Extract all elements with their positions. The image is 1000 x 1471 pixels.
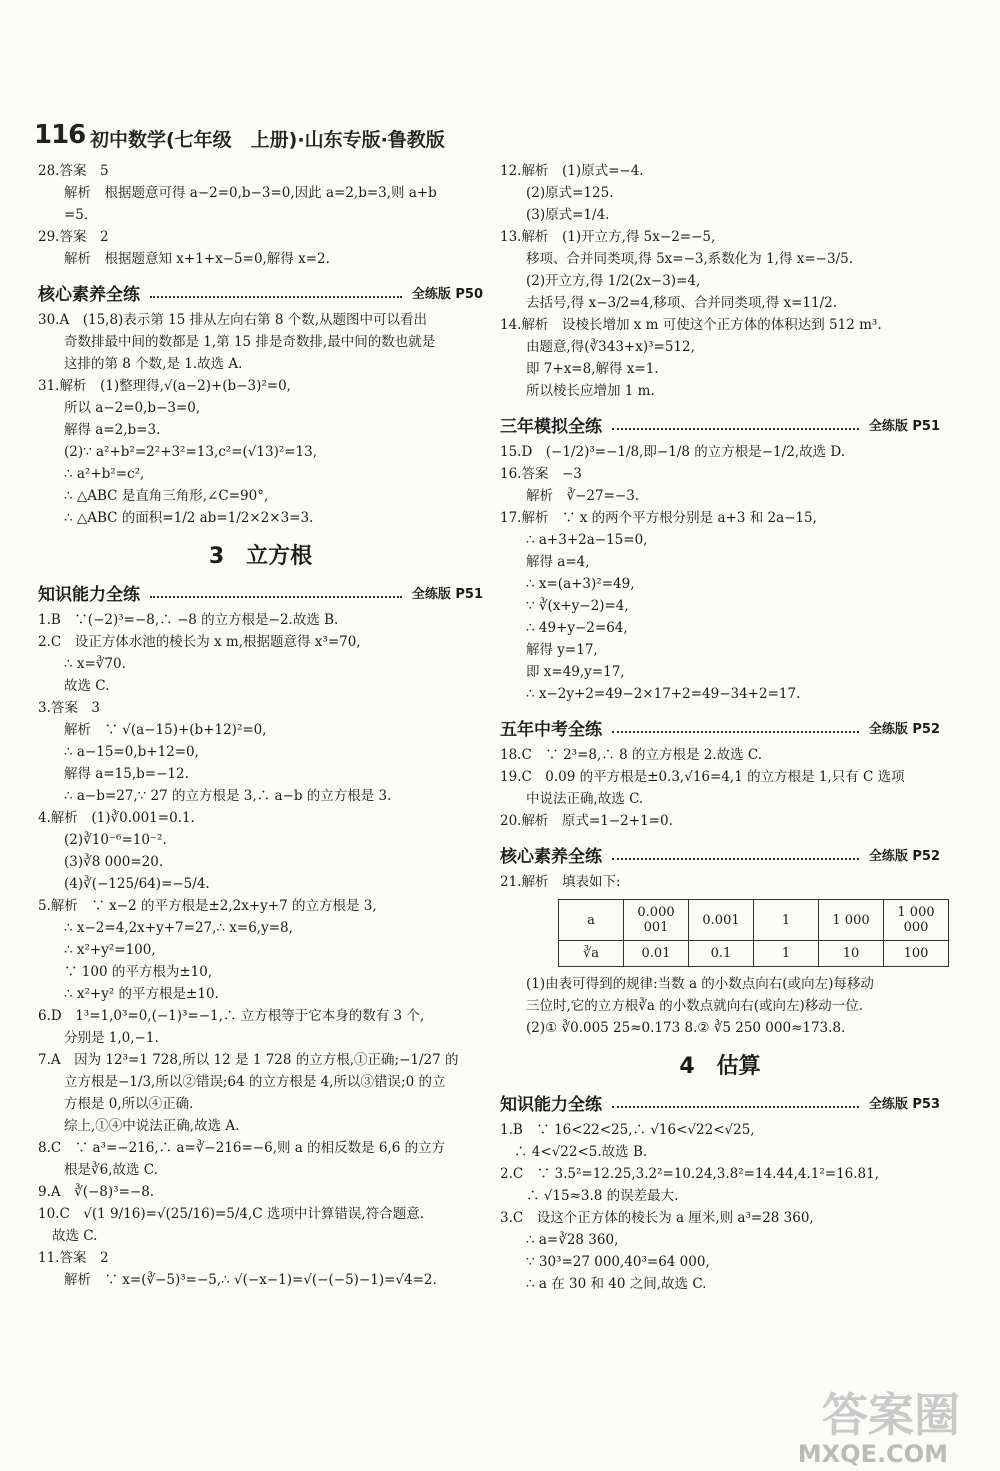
- table-row: [559, 900, 949, 941]
- dotted-leader: [612, 850, 859, 860]
- table-cell: 0.01: [624, 941, 689, 967]
- text-line: ∴ x²+y² 的平方根是±10.: [64, 986, 219, 1002]
- text-line: ∴ △ABC 的面积=1/2 ab=1/2×2×3=3.: [64, 510, 314, 526]
- section-heading: [500, 715, 940, 740]
- section-heading: [500, 412, 940, 437]
- text-line: ∴ a−b=27,∵ 27 的立方根是 3,∴ a−b 的立方根是 3.: [64, 788, 392, 804]
- right-column: [500, 160, 940, 1295]
- text-line: 中说法正确,故选 C.: [526, 791, 644, 807]
- chapter-title: 3 立方根: [208, 544, 313, 569]
- answer-line: 14.解析 设棱长增加 x m 可使这个正方体的体积达到 512 m³.: [500, 317, 882, 333]
- answer-line: 4.解析 (1)∛0.001=0.1.: [38, 810, 195, 826]
- text-line: (2)原式=125.: [526, 185, 614, 201]
- text-line: ∴ 49+y−2=64,: [526, 620, 628, 636]
- page-number: 116: [34, 120, 86, 150]
- text-line: 方根是 0,所以④正确.: [64, 1096, 194, 1112]
- section-reference: 全练版 P52: [868, 722, 940, 737]
- table-cell: a: [559, 900, 624, 941]
- text-line: 即 x=49,y=17,: [526, 664, 625, 680]
- text-line: 解得 a=15,b=−12.: [64, 766, 189, 782]
- table-cell: 1 000: [819, 900, 884, 941]
- answer-line: 21.解析 填表如下:: [500, 874, 621, 890]
- answer-line: 18.C ∵ 2³=8,∴ 8 的立方根是 2.故选 C.: [500, 747, 763, 763]
- chapter-title: 4 估算: [679, 1054, 761, 1079]
- section-title: 核心素养全练: [500, 847, 602, 867]
- text-line: 奇数排最中间的数都是 1,第 15 排是奇数排,最中间的数也就是: [64, 334, 436, 350]
- section-reference: 全练版 P51: [411, 587, 483, 602]
- section-title: 五年中考全练: [500, 720, 602, 740]
- text-line: ∴ a=∛28 360,: [526, 1232, 619, 1248]
- answer-line: 8.C ∵ a³=−216,∴ a=∛−216=−6,则 a 的相反数是 6,6 的立方: [38, 1140, 446, 1156]
- dotted-leader: [150, 588, 402, 598]
- text-line: ∴ a²+b²=c²,: [64, 466, 145, 482]
- text-line: 解得 y=17,: [526, 642, 598, 658]
- section-heading: [500, 1090, 940, 1115]
- text-line: ∵ 30³=27 000,40³=64 000,: [526, 1254, 710, 1270]
- fill-table: [558, 899, 949, 967]
- answer-line: 3.答案 3: [38, 700, 100, 716]
- table-cell: 10: [819, 941, 884, 967]
- answer-line: 31.解析 (1)整理得,√(a−2)+(b−3)²=0,: [38, 378, 291, 394]
- text-line: =5.: [64, 207, 89, 223]
- text-line: (3)∛8 000=20.: [64, 854, 164, 870]
- text-line: 解析 根据题意可得 a−2=0,b−3=0,因此 a=2,b=3,则 a+b: [64, 185, 437, 201]
- dotted-leader: [612, 1098, 859, 1108]
- dotted-leader: [150, 288, 402, 298]
- section-reference: 全练版 P51: [868, 419, 940, 434]
- answer-line: 2.C ∵ 3.5²=12.25,3.2²=10.24,3.8²=14.44,4.1²=16.81,: [500, 1166, 880, 1182]
- answer-line: 10.C √(1 9/16)=√(25/16)=5/4,C 选项中计算错误,符合题意.: [38, 1206, 425, 1222]
- text-line: 即 7+x=8,解得 x=1.: [526, 361, 659, 377]
- dotted-leader: [612, 420, 859, 430]
- answer-line: 5.解析 ∵ x−2 的平方根是±2,2x+y+7 的立方根是 3,: [38, 898, 377, 914]
- table-cell: 0.000 001: [624, 900, 689, 941]
- text-line: (2)开立方,得 1/2(2x−3)=4,: [526, 273, 701, 289]
- section-reference: 全练版 P52: [868, 849, 940, 864]
- text-line: ∴ a 在 30 和 40 之间,故选 C.: [526, 1276, 707, 1292]
- text-line: (1)由表可得到的规律:当数 a 的小数点向右(或向左)每移动: [526, 976, 874, 992]
- table-cell: 0.1: [689, 941, 754, 967]
- text-line: 解得 a=4,: [526, 554, 590, 570]
- text-line: ∴ x=∛70.: [64, 656, 126, 672]
- answer-line: 13.解析 (1)开立方,得 5x−2=−5,: [500, 229, 716, 245]
- answer-line: 1.B ∵(−2)³=−8,∴ −8 的立方根是−2.故选 B.: [38, 612, 339, 628]
- answer-line: 30.A (15,8)表示第 15 排从左向右第 8 个数,从题图中可以看出: [38, 312, 428, 328]
- table-cell: 1 000 000: [884, 900, 949, 941]
- answer-line: 15.D (−1/2)³=−1/8,即−1/8 的立方根是−1/2,故选 D.: [500, 444, 846, 460]
- text-line: ∵ ∛(x+y−2)=4,: [526, 598, 629, 614]
- text-line: 所以棱长应增加 1 m.: [526, 383, 655, 399]
- answer-line: 28.答案 5: [38, 163, 109, 179]
- watermark-site: MXQE.COM: [797, 1440, 948, 1468]
- section-heading: [38, 580, 483, 605]
- left-column: [38, 160, 483, 1291]
- answer-line: 16.答案 −3: [500, 466, 582, 482]
- section-title: 核心素养全练: [38, 285, 140, 305]
- section-heading: [38, 280, 483, 305]
- answer-line: 1.B ∵ 16<22<25,∴ √16<√22<√25,: [500, 1122, 755, 1138]
- answer-line: 11.答案 2: [38, 1250, 109, 1266]
- section-title: 知识能力全练: [38, 585, 140, 605]
- text-line: 根是∛6,故选 C.: [64, 1162, 158, 1178]
- text-line: ∵ 100 的平方根为±10,: [64, 964, 213, 980]
- text-line: ∴ 4<√22<5.故选 B.: [514, 1144, 648, 1160]
- text-line: 解析 根据题意知 x+1+x−5=0,解得 x=2.: [64, 251, 330, 267]
- answer-line: 2.C 设正方体水池的棱长为 x m,根据题意得 x³=70,: [38, 634, 361, 650]
- section-heading: [500, 842, 940, 867]
- text-line: ∴ x²+y²=100,: [64, 942, 156, 958]
- text-line: 故选 C.: [64, 678, 110, 694]
- text-line: ∴ a−15=0,b+12=0,: [64, 744, 199, 760]
- text-line: 解得 a=2,b=3.: [64, 422, 161, 438]
- section-title: 知识能力全练: [500, 1095, 602, 1115]
- section-reference: 全练版 P53: [868, 1097, 940, 1112]
- text-line: 由题意,得(∛343+x)³=512,: [526, 339, 695, 355]
- table-cell: ∛a: [559, 941, 624, 967]
- text-line: 所以 a−2=0,b−3=0,: [64, 400, 201, 416]
- text-line: ∴ x−2y+2=49−2×17+2=49−34+2=17.: [526, 686, 801, 702]
- book-title: 初中数学(七年级 上册)·山东专版·鲁教版: [90, 129, 445, 151]
- text-line: 故选 C.: [52, 1228, 98, 1244]
- text-line: 解析 ∵ √(a−15)+(b+12)²=0,: [64, 722, 267, 738]
- text-line: (2)① ∛0.005 25≈0.173 8.② ∛5 250 000≈173.8.: [526, 1020, 846, 1036]
- text-line: 综上,①④中说法正确,故选 A.: [64, 1118, 240, 1134]
- section-title: 三年模拟全练: [500, 417, 602, 437]
- answer-line: 29.答案 2: [38, 229, 109, 245]
- text-line: ∴ x=(a+3)²=49,: [526, 576, 635, 592]
- answer-line: 19.C 0.09 的平方根是±0.3,√16=4,1 的立方根是 1,只有 C 选项: [500, 769, 905, 785]
- answer-line: 9.A ∛(−8)³=−8.: [38, 1184, 155, 1200]
- page-header: [34, 118, 974, 152]
- text-line: (2)∛10⁻⁶=10⁻².: [64, 832, 167, 848]
- section-reference: 全练版 P50: [411, 287, 483, 302]
- text-line: 三位时,它的立方根∛a 的小数点就向右(或向左)移动一位.: [526, 998, 864, 1014]
- text-line: 立方根是−1/3,所以②错误;64 的立方根是 4,所以③错误;0 的立: [64, 1074, 446, 1090]
- dotted-leader: [612, 723, 859, 733]
- text-line: 去括号,得 x−3/2=4,移项、合并同类项,得 x=11/2.: [526, 295, 838, 311]
- table-cell: 100: [884, 941, 949, 967]
- answer-line: 12.解析 (1)原式=−4.: [500, 163, 644, 179]
- text-line: (2)∵ a²+b²=2²+3²=13,c²=(√13)²=13,: [64, 444, 318, 460]
- text-line: (3)原式=1/4.: [526, 207, 610, 223]
- text-line: 分别是 1,0,−1.: [64, 1030, 159, 1046]
- table-row: [559, 941, 949, 967]
- text-line: 解析 ∛−27=−3.: [526, 488, 640, 504]
- watermark-stamp: 答案圈: [822, 1388, 960, 1442]
- table-cell: 1: [754, 941, 819, 967]
- text-line: ∴ √15≈3.8 的误差最大.: [526, 1188, 679, 1204]
- answer-line: 7.A 因为 12³=1 728,所以 12 是 1 728 的立方根,①正确;−1/27 的: [38, 1052, 459, 1068]
- text-line: 解析 ∵ x=(∛−5)³=−5,∴ √(−x−1)=√(−(−5)−1)=√4=2.: [64, 1272, 437, 1288]
- answer-line: 20.解析 原式=1−2+1=0.: [500, 813, 673, 829]
- text-line: ∴ x−2=4,2x+y+7=27,∴ x=6,y=8,: [64, 920, 293, 936]
- answer-line: 6.D 1³=1,0³=0,(−1)³=−1,∴ 立方根等于它本身的数有 3 个,: [38, 1008, 425, 1024]
- answer-line: 3.C 设这个正方体的棱长为 a 厘米,则 a³=28 360,: [500, 1210, 814, 1226]
- answer-line: 17.解析 ∵ x 的两个平方根分别是 a+3 和 2a−15,: [500, 510, 817, 526]
- text-line: (4)∛(−125/64)=−5/4.: [64, 876, 210, 892]
- table-cell: 0.001: [689, 900, 754, 941]
- text-line: 这排的第 8 个数,是 1.故选 A.: [64, 356, 243, 372]
- text-line: 移项、合并同类项,得 5x=−3,系数化为 1,得 x=−3/5.: [526, 251, 854, 267]
- text-line: ∴ △ABC 是直角三角形,∠C=90°,: [64, 488, 269, 504]
- table-cell: 1: [754, 900, 819, 941]
- text-line: ∴ a+3+2a−15=0,: [526, 532, 648, 548]
